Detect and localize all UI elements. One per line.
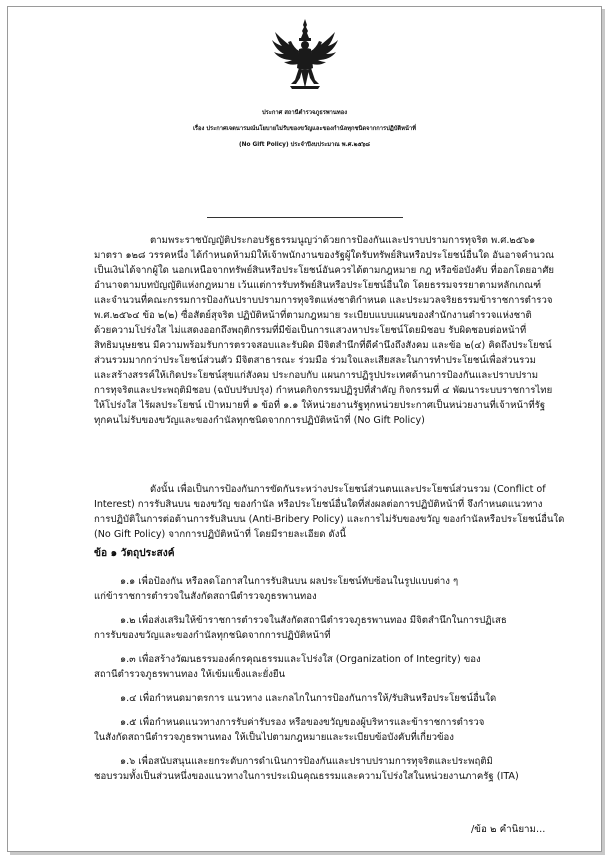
objective-item: ๑.๑ เพื่อป้องกัน หรือลดโอกาสในการรับสินบน ผลประโยชน์ทับซ้อนในรูปแบบต่าง ๆ bbox=[120, 576, 459, 587]
section-title: ข้อ ๑ วัตถุประสงค์ bbox=[94, 548, 175, 559]
paragraph-1-line: สิทธิมนุษยชน มีความพร้อมรับการตรวจสอบและรับผิด มีจิตสำนึกที่ดีคำนึงถึงสังคม และข้อ ๒(๔) คิดถึงประโยชน์ bbox=[94, 340, 552, 351]
paragraph-1-line: อำนาจตามบทบัญญัติแห่งกฎหมาย เว้นแต่การรับทรัพย์สินหรือประโยชน์อื่นใด โดยธรรมจรรยาตามหลักเกณฑ์ bbox=[94, 280, 542, 291]
garuda-emblem-icon bbox=[270, 18, 340, 98]
paragraph-1-line: พ.ศ.๒๕๖๔ ข้อ ๒(๒) ซื่อสัตย์สุจริต ปฏิบัติหน้าที่ตามกฎหมาย ระเบียบแบบแผนของสำนักงานตำรวจแห่งชาติ bbox=[94, 310, 532, 321]
paragraph-1-line: ด้วยความโปร่งใส ไม่แสดงออกถึงพฤติกรรมที่มีข้อเป็นการแสวงหาประโยชน์โดยมิชอบ รับผิดชอบต่อหน้าที่ bbox=[94, 325, 527, 336]
paragraph-2-line: การปฏิบัติในการต่อต้านการรับสินบน (Anti-Bribery Policy) และการไม่รับของขวัญ ของกำนัลหรือประโยชน์อื่นใด bbox=[94, 514, 565, 525]
paragraph-2-line: ดังนั้น เพื่อเป็นการป้องกันการขัดกันระหว่างประโยชน์ส่วนตนและประโยชน์ส่วนรวม (Conflict of bbox=[150, 484, 546, 495]
objective-item: ๑.๖ เพื่อสนับสนุนและยกระดับการดำเนินการป้องกันและปราบปรามการทุจริตและประพฤติมิ bbox=[120, 756, 493, 767]
announcement-policy-year: (No Gift Policy) ประจำปีงบประมาณ พ.ศ.๒๕๖๘ bbox=[238, 142, 371, 148]
paragraph-1-line: ส่วนรวมมากกว่าประโยชน์ส่วนตัว มีจิตสาธารณะ ร่วมมือ ร่วมใจและเสียสละในการทำประโยชน์เพื่อส่วนรวม bbox=[94, 355, 536, 366]
objective-item: ในสังกัดสถานีตำรวจภูธรพานทอง ให้เป็นไปตามกฎหมายและระเบียบข้อบังคับที่เกี่ยวข้อง bbox=[94, 732, 454, 743]
paragraph-2-line: Interest) การรับสินบน ของขวัญ ของกำนัล หรือประโยชน์อื่นใดที่ส่งผลต่อการปฏิบัติหน้าที่ จึงกำหนดแนวทาง bbox=[94, 499, 543, 510]
paragraph-2-line: (No Gift Policy) จากการปฏิบัติหน้าที่ โดยมีรายละเอียด ดังนี้ bbox=[94, 529, 346, 540]
paragraph-1-line: เป็นเงินได้จากผู้ใด นอกเหนือจากทรัพย์สินหรือประโยชน์อันควรได้ตามกฎหมาย กฎ หรือข้อบังคับ ที่ออกโดยอาศัย bbox=[94, 265, 555, 276]
continuation-note: /ข้อ ๒ คำนิยาม... bbox=[471, 824, 546, 835]
announcement-org: ประกาศ สถานีตำรวจภูธรพานทอง bbox=[261, 110, 348, 116]
objective-item: ๑.๔ เพื่อกำหนดมาตรการ แนวทาง และกลไกในการป้องกันการให้/รับสินหรือประโยชน์อื่นใด bbox=[120, 693, 497, 704]
paragraph-1-line: และสร้างสรรค์ให้เกิดประโยชน์สุขแก่สังคม ประกอบกับ แผนการปฏิรูปประเทศด้านการป้องกันและปราบปราม bbox=[94, 370, 539, 381]
objective-item: ๑.๓ เพื่อสร้างวัฒนธรรมองค์กรคุณธรรมและโปร่งใส (Organization of Integrity) ของ bbox=[120, 654, 481, 665]
objective-item: แก่ข้าราชการตำรวจในสังกัดสถานีตำรวจภูธรพานทอง bbox=[94, 591, 317, 602]
objective-item: สถานีตำรวจภูธรพานทอง ให้เข้มแข็งและยั่งยืน bbox=[94, 669, 286, 680]
paragraph-1-line: และจำนวนที่คณะกรรมการป้องกันปราบปรามการทุจริตแห่งชาติกำหนด และประมวลจริยธรรมข้าราชการตำรวจ bbox=[94, 295, 553, 306]
objective-item: การรับของขวัญและของกำนัลทุกชนิดจากการปฏิบัติหน้าที่ bbox=[94, 630, 331, 641]
paragraph-1-line: ให้โปร่งใส ไร้ผลประโยชน์ เป้าหมายที่ ๑ ข้อที่ ๑.๑ ให้หน่วยงานรัฐทุกหน่วยประกาศเป็นหน่วยงานที่เจ้าหน้าที่รัฐ bbox=[94, 400, 546, 411]
paragraph-1-line: ทุกคนไม่รับของขวัญและของกำนัลทุกชนิดจากการปฏิบัติหน้าที่ (No Gift Policy) bbox=[94, 415, 425, 426]
objective-item: ๑.๒ เพื่อส่งเสริมให้ข้าราชการตำรวจในสังกัดสถานีตำรวจภูธรพานทอง มีจิตสำนึกในการปฏิเสธ bbox=[120, 615, 507, 626]
paragraph-1-line: ตามพระราชบัญญัติประกอบรัฐธรรมนูญว่าด้วยการป้องกันและปราบปรามการทุจริต พ.ศ.๒๕๖๑ bbox=[150, 235, 536, 246]
divider bbox=[207, 217, 403, 218]
paragraph-1-line: มาตรา ๑๒๘ วรรคหนึ่ง ได้กำหนดห้ามมิให้เจ้าพนักงานของรัฐผู้ใดรับทรัพย์สินหรือประโยชน์อื่นใด อันอาจคำนวณ bbox=[94, 250, 555, 261]
paragraph-1-line: การทุจริตและประพฤติมิชอบ (ฉบับปรับปรุง) กำหนดกิจกรรมปฏิรูปที่สำคัญ กิจกรรมที่ ๔ พัฒนาระบบราชการไทย bbox=[94, 385, 553, 396]
objective-item: ๑.๕ เพื่อกำหนดแนวทางการรับค่ารับรอง หรือของขวัญของผู้บริหารและข้าราชการตำรวจ bbox=[120, 717, 485, 728]
announcement-subject: เรื่อง ประกาศเจตนารมณ์นโยบายไม่รับของขวัญและของกำนัลทุกชนิดจากการปฏิบัติหน้าที่ bbox=[192, 126, 417, 132]
objective-item: ชอบรวมทั้งเป็นส่วนหนึ่งของแนวทางในการประเมินคุณธรรมและความโปร่งใสในหน่วยงานภาครัฐ (ITA) bbox=[94, 771, 519, 782]
